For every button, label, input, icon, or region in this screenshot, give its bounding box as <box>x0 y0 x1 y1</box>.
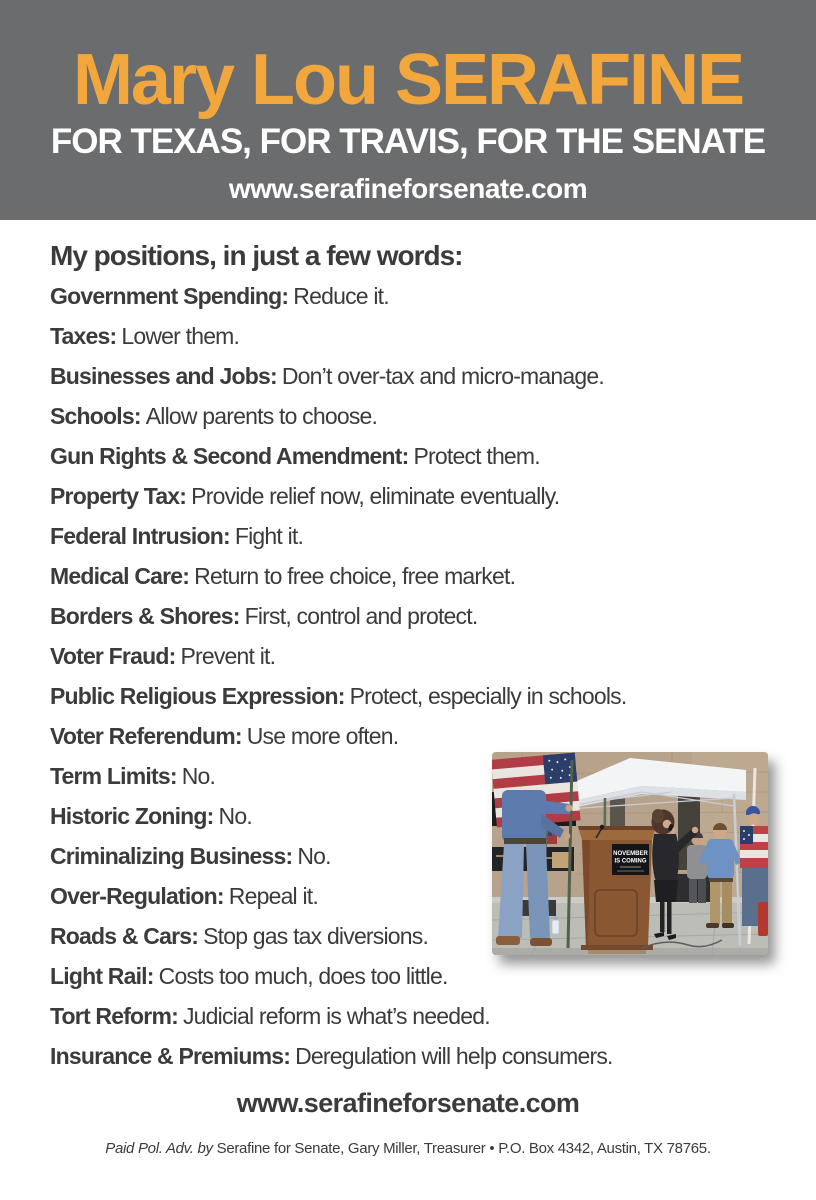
position-stance: Costs too much, does too little. <box>158 963 448 989</box>
podium-sign-line1: NOVEMBER <box>613 851 648 857</box>
position-stance: Use more often. <box>246 723 399 749</box>
belt <box>709 878 733 882</box>
position-label: Gun Rights & Second Amendment: <box>50 443 409 469</box>
position-label: Government Spending: <box>50 283 289 309</box>
raised-fist <box>692 827 698 833</box>
position-label: Insurance & Premiums: <box>50 1043 291 1069</box>
position-stance: Deregulation will help consumers. <box>295 1043 613 1069</box>
position-item-schools <box>50 396 796 436</box>
position-item-public-religious-expression <box>50 676 796 716</box>
position-stance: Protect, especially in schools. <box>349 683 627 709</box>
leg <box>667 902 672 934</box>
position-stance: Protect them. <box>413 443 540 469</box>
position-stance: No. <box>297 843 331 869</box>
position-label: Borders & Shores: <box>50 603 240 629</box>
position-label: Term Limits: <box>50 763 177 789</box>
position-item-voter-fraud <box>50 636 796 676</box>
campaign-slogan: FOR TEXAS, FOR TRAVIS, FOR THE SENATE <box>50 122 766 161</box>
position-stance: Prevent it. <box>180 643 276 669</box>
microphone <box>600 825 604 829</box>
position-label: Voter Referendum: <box>50 723 242 749</box>
position-item-borders-shores <box>50 596 796 636</box>
position-stance: Judicial reform is what’s needed. <box>182 1003 490 1029</box>
position-item-tort-reform <box>50 996 796 1036</box>
podium-sign <box>612 844 649 875</box>
position-stance: Repeal it. <box>228 883 318 909</box>
position-stance: Fight it. <box>234 523 304 549</box>
position-stance: No. <box>181 763 216 789</box>
position-stance: First, control and protect. <box>244 603 478 629</box>
position-item-businesses-jobs <box>50 356 796 396</box>
shoe <box>706 923 719 928</box>
positions-list <box>50 276 796 1076</box>
position-stance: Allow parents to choose. <box>145 403 378 429</box>
position-label: Roads & Cars: <box>50 923 199 949</box>
face <box>748 813 760 825</box>
footer-website-url: www.serafineforsenate.com <box>236 1088 580 1118</box>
position-label: Federal Intrusion: <box>50 523 230 549</box>
position-item-gun-rights <box>50 436 796 476</box>
position-stance: Reduce it. <box>293 283 389 309</box>
position-item-medical-care <box>50 556 796 596</box>
position-stance: Return to free choice, free market. <box>194 563 516 589</box>
shoe <box>722 923 734 928</box>
cardboard-box <box>552 852 570 868</box>
position-item-government-spending <box>50 276 796 316</box>
position-label: Over-Regulation: <box>50 883 224 909</box>
boot <box>496 936 520 945</box>
position-label: Schools: <box>50 403 141 429</box>
skirt <box>654 880 678 902</box>
position-stance: Provide relief now, eliminate eventually. <box>191 483 560 509</box>
black-jacket <box>652 834 679 882</box>
header-banner <box>0 0 816 220</box>
hand <box>564 833 571 840</box>
position-label: Historic Zoning: <box>50 803 214 829</box>
khaki-leg <box>710 882 720 925</box>
khaki-leg <box>722 882 732 925</box>
leg <box>660 902 665 932</box>
position-item-federal-intrusion <box>50 516 796 556</box>
position-stance: Don’t over-tax and micro-manage. <box>281 363 604 389</box>
blue-dress-shirt <box>707 839 734 879</box>
position-label: Criminalizing Business: <box>50 843 293 869</box>
podium-sign-line2: IS COMING <box>614 858 647 865</box>
position-stance: Lower them. <box>121 323 240 349</box>
position-label: Light Rail: <box>50 963 154 989</box>
paid-advertisement-disclaimer <box>0 1140 816 1157</box>
belt <box>504 838 546 844</box>
header-website-url: www.serafineforsenate.com <box>228 172 588 204</box>
disclaimer-italic-prefix: Paid Pol. Adv. by <box>105 1140 213 1157</box>
blue-shirt <box>502 790 546 842</box>
position-label: Taxes: <box>50 323 117 349</box>
position-stance: No. <box>218 803 252 829</box>
position-item-taxes <box>50 316 796 356</box>
position-stance: Stop gas tax diversions. <box>203 923 429 949</box>
disclaimer-text: Serafine for Senate, Gary Miller, Treasurer • P.O. Box 4342, Austin, TX 78765. <box>212 1140 711 1157</box>
position-label: Voter Fraud: <box>50 643 176 669</box>
position-label: Businesses and Jobs: <box>50 363 277 389</box>
position-label: Tort Reform: <box>50 1003 178 1029</box>
position-label: Public Religious Expression: <box>50 683 345 709</box>
jeans-leg <box>526 844 550 938</box>
podium <box>578 825 656 954</box>
rally-photo <box>492 752 768 955</box>
red-canister <box>758 902 768 936</box>
boot <box>530 938 552 946</box>
hand <box>565 804 572 811</box>
position-item-voter-referendum <box>50 716 796 756</box>
position-item-insurance-premiums <box>50 1036 796 1076</box>
position-label: Property Tax: <box>50 483 187 509</box>
position-item-property-tax <box>50 476 796 516</box>
candidate-name: Mary Lou SERAFINE <box>72 40 744 120</box>
rally-photo-illustration <box>492 752 768 955</box>
position-item-light-rail <box>50 956 796 996</box>
positions-heading: My positions, in just a few words: <box>50 240 463 271</box>
position-label: Medical Care: <box>50 563 190 589</box>
flag-pattern-shirt <box>740 826 768 868</box>
